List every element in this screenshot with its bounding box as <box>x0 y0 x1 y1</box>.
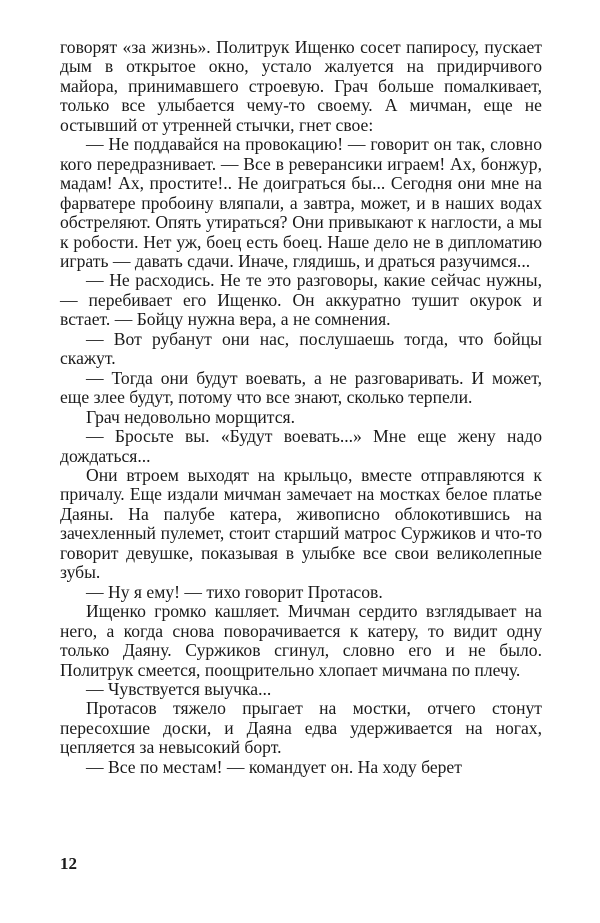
paragraph: Ищенко громко кашляет. Мичман сердито взглядывает на него, а когда снова поворачивается к катеру, то видит одну только Даяну. Суржиков сгинул, словно его и не было. Политрук смеется, поощрительно хлопает мичмана по плечу. <box>60 601 542 680</box>
paragraph: — Вот рубанут они нас, послушаешь тогда, что бойцы скажут. <box>60 328 542 369</box>
paragraph: — Ну я ему! — тихо говорит Протасов. <box>86 581 383 602</box>
paragraph: — Не поддавайся на провокацию! — говорит он так, словно кого передразнивает. — Все в реверансики играем! Ах, бонжур, мадам! Ах, простите!.. Не доиграться бы... Сегодня они мне на фарватере пробоину вляпали, а завтра, может, и в наших водах обстреляют. Опять утираться? Они привыкают к наглости, а мы к робости. Нет уж, боец есть боец. Наше дело не в дипломатию играть — давать сдачи. Иначе, глядишь, и драться разучимся... <box>60 134 542 271</box>
paragraph: Они втроем выходят на крыльцо, вместе отправляются к причалу. Еще издали мичман замечает на мостках белое платье Даяны. На палубе катера, живописно облокотившись на зачехленный пулемет, стоит старший матрос Суржиков и что-то говорит девушке, показывая в улыбке все свои великолепные зубы. <box>60 464 542 583</box>
paragraph: — Чувствуется выучка... <box>86 678 272 699</box>
paragraph: — Все по местам! — командует он. На ходу берет <box>86 756 462 777</box>
paragraph: — Бросьте вы. «Будут воевать...» Мне еще жену надо дождаться... <box>60 426 542 466</box>
paragraph: — Тогда они будут воевать, а не разговаривать. И может, еще злее будут, потому что все знают, сколько терпели. <box>60 367 542 408</box>
paragraph: говорят «за жизнь». Политрук Ищенко сосет папиросу, пускает дым в открытое окно, устало жалуется на придирчивого майора, принимавшего строевую. Грач больше помалкивает, только все улыбается чему-то своему. А мичман, еще не остывший от утренней стычки, гнет свое: <box>60 37 542 135</box>
paragraph: Протасов тяжело прыгает на мостки, отчего стонут пересохшие доски, и Даяна едва удерживается на ногах, цепляется за невысокий борт. <box>60 698 542 758</box>
page-number: 12 <box>60 854 77 873</box>
paragraph: — Не расходись. Не те это разговоры, какие сейчас нужны, — перебивает его Ищенко. Он аккуратно тушит окурок и встает. — Бойцу нужна вера, а не сомнения. <box>60 270 542 330</box>
paragraph: Грач недовольно морщится. <box>86 406 296 427</box>
body-text <box>60 38 542 777</box>
